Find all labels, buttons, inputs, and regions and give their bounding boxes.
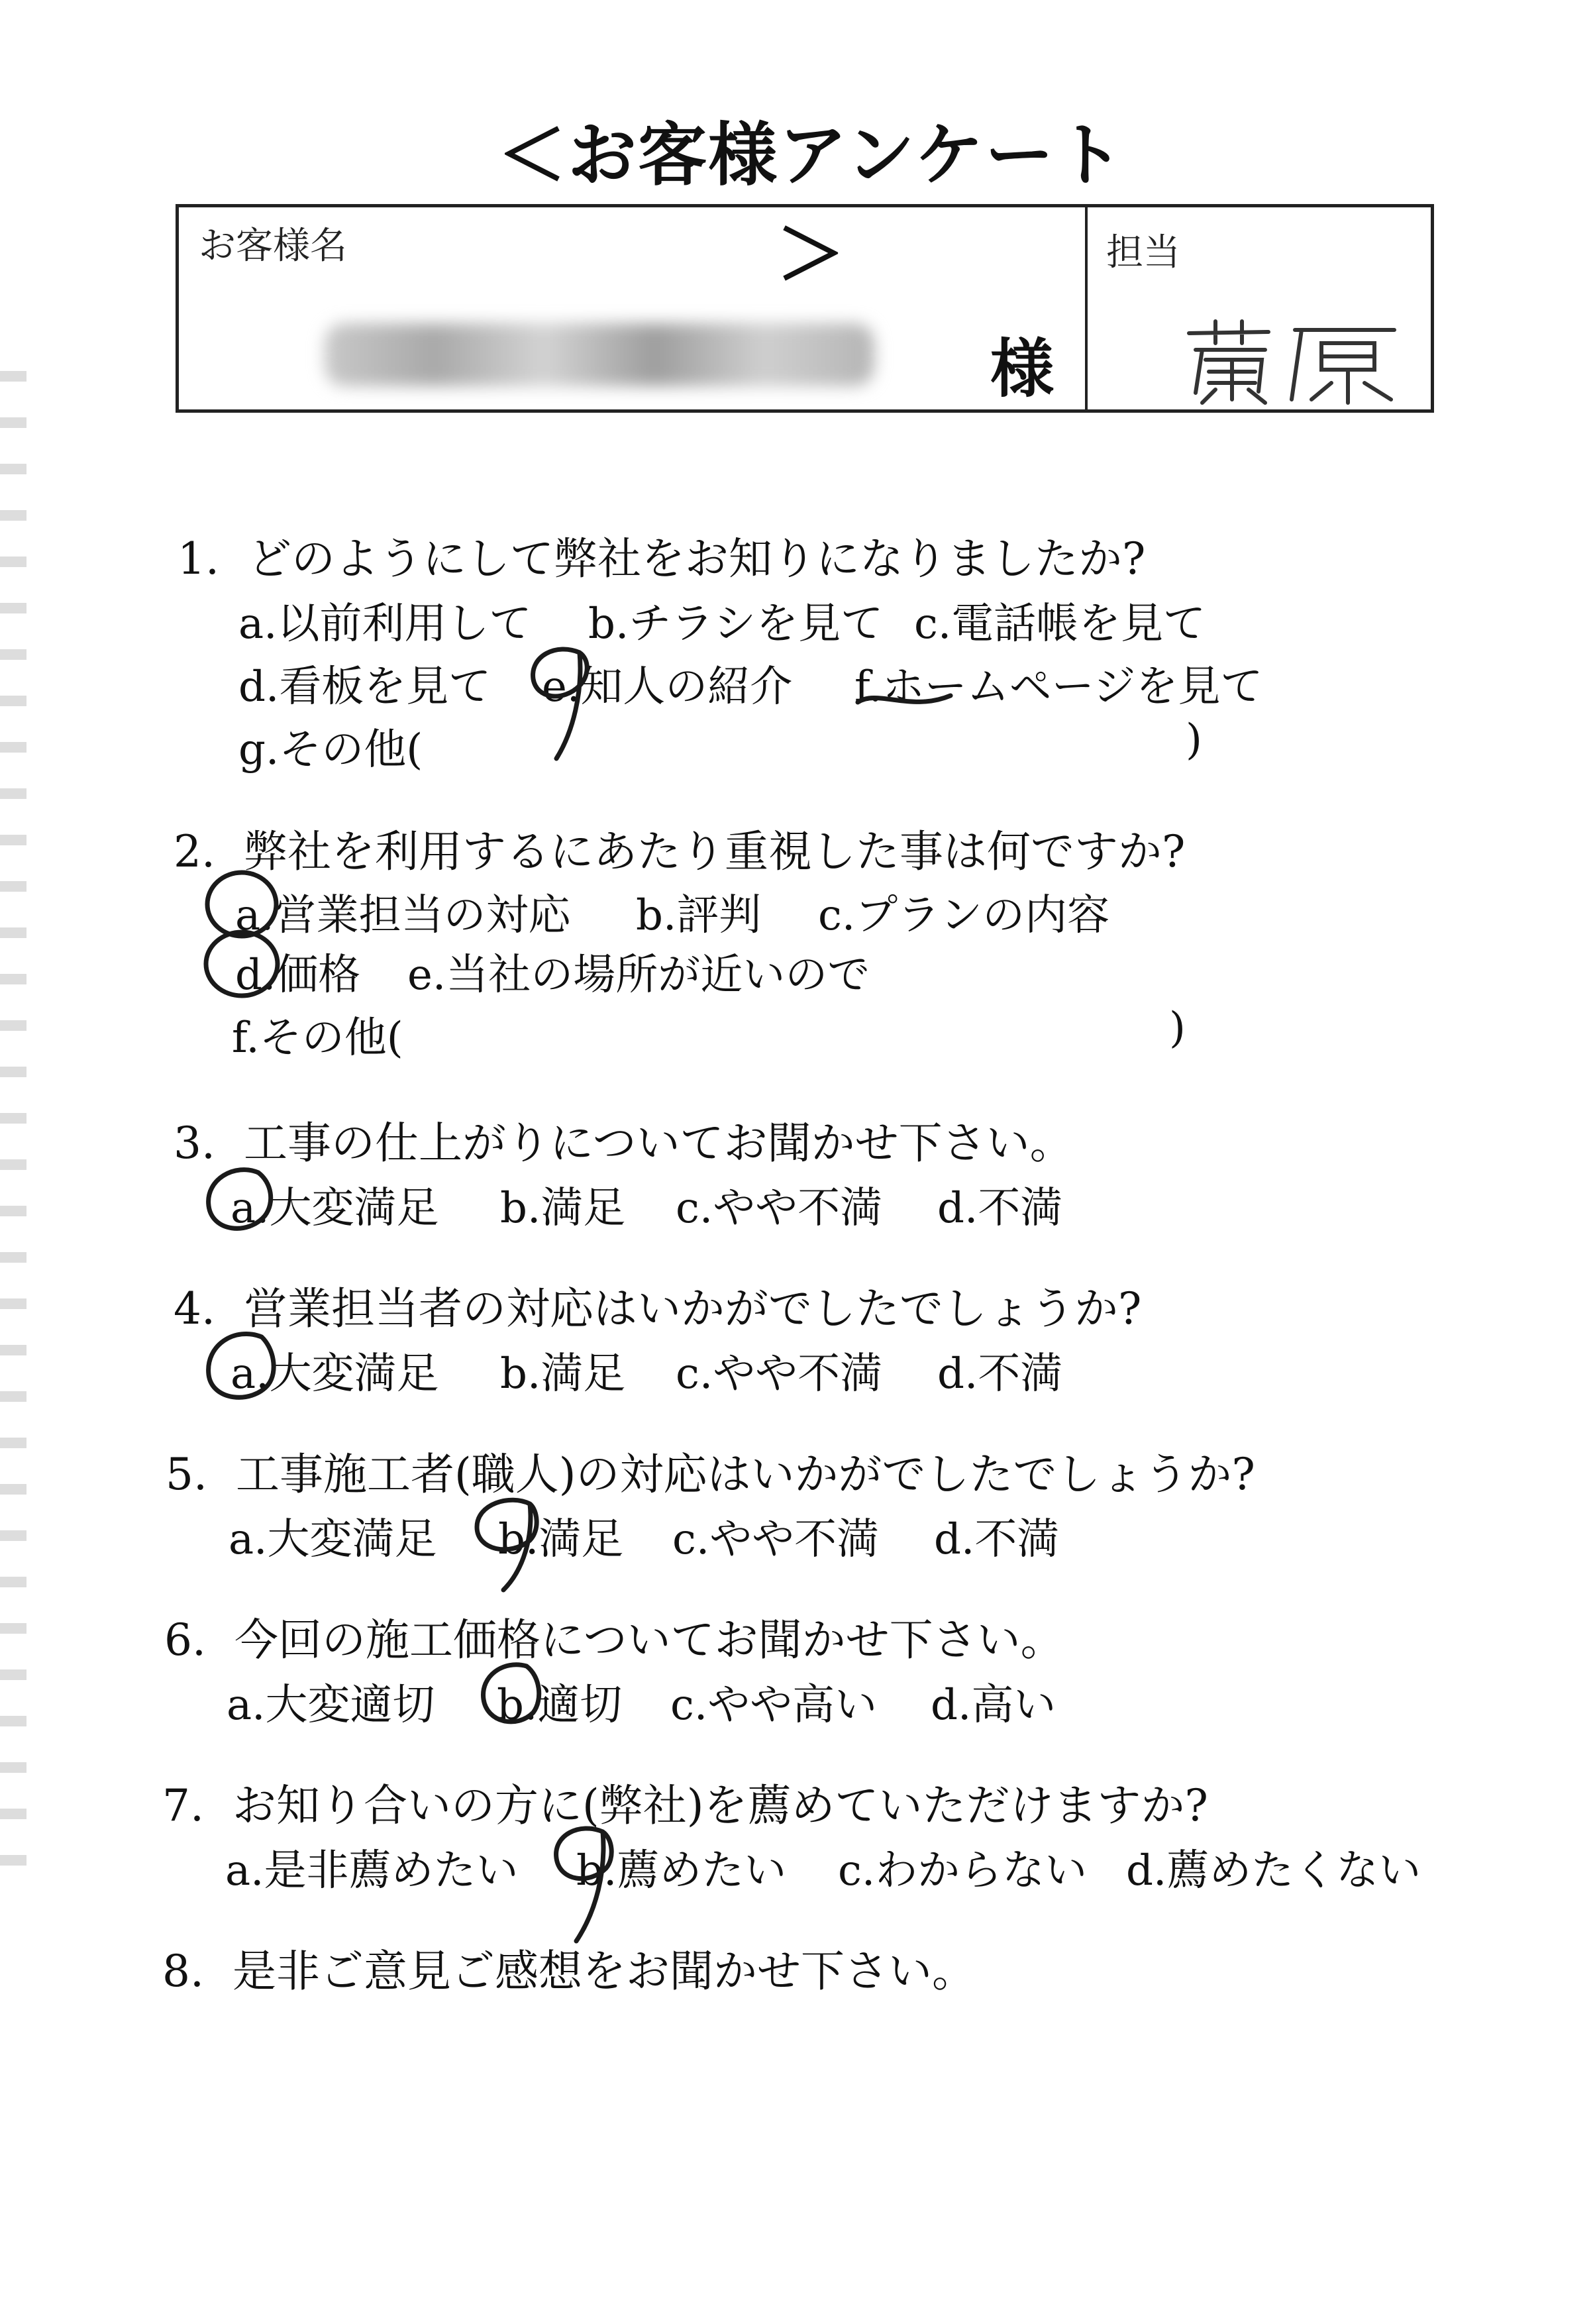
question-text: 是非ご意見ご感想をお聞かせ下さい。 — [232, 1946, 976, 1997]
question-6 — [164, 1605, 1064, 1667]
q7-option-b[interactable]: b.薦めたい — [576, 1846, 787, 1895]
customer-info-box — [176, 204, 1434, 413]
q6-b-circle-mark — [464, 1656, 556, 1742]
question-text: お知り合いの方に(弊社)を薦めていただけますか? — [232, 1780, 1208, 1831]
question-text: 弊社を利用するにあたり重視した事は何ですか? — [243, 826, 1186, 877]
question-number: 1. — [178, 533, 219, 584]
q2-option-d[interactable]: d.価格 — [235, 951, 361, 1000]
staff-name-handwriting — [1176, 313, 1408, 406]
q1-option-d[interactable]: d.看板を見て — [238, 662, 491, 712]
q4-option-a[interactable]: a.大変満足 — [231, 1349, 439, 1399]
q5-option-c[interactable]: c.やや不満 — [672, 1515, 880, 1564]
q1-option-g[interactable]: g.その他( — [238, 725, 423, 774]
q7-option-c[interactable]: c.わからない — [838, 1846, 1088, 1895]
q5-option-a[interactable]: a.大変満足 — [229, 1515, 437, 1564]
q7-option-a[interactable]: a.是非薦めたい — [225, 1846, 519, 1895]
q5-option-b[interactable]: b.満足 — [498, 1515, 624, 1564]
q2-option-e[interactable]: e.当社の場所が近いので — [407, 951, 870, 1000]
question-text: 今回の施工価格についてお聞かせ下さい。 — [234, 1614, 1064, 1665]
q4-a-circle-mark — [195, 1325, 295, 1418]
q7-b-circle-mark — [537, 1819, 636, 1951]
q3-option-a[interactable]: a.大変満足 — [231, 1184, 439, 1233]
q7-option-d[interactable]: d.薦めたくない — [1126, 1846, 1421, 1895]
q6-option-a[interactable]: a.大変適切 — [227, 1681, 435, 1730]
q4-option-c[interactable]: c.やや不満 — [676, 1349, 883, 1399]
q1-e-circle-mark — [517, 639, 616, 772]
question-2 — [174, 816, 1185, 879]
q2-option-f[interactable]: f.その他( — [232, 1014, 403, 1063]
q3-a-circle-mark — [195, 1159, 295, 1245]
info-divider — [1085, 207, 1088, 409]
question-4 — [174, 1273, 1141, 1336]
q5-b-circle-mark — [457, 1491, 556, 1597]
q2-d-circle-mark — [199, 924, 285, 1004]
question-1 — [178, 523, 1145, 586]
question-text: 営業担当者の対応はいかがでしたでしょうか? — [243, 1283, 1142, 1334]
question-number: 7. — [162, 1780, 204, 1831]
page-title: ＜お客様アンケート＞ — [497, 115, 1125, 295]
customer-name-label: お客様名 — [199, 225, 347, 268]
margin-bleed-through — [0, 344, 26, 1868]
q6-option-c[interactable]: c.やや高い — [670, 1681, 878, 1730]
q2-option-a[interactable]: a.営業担当の対応 — [235, 891, 571, 940]
question-number: 8. — [162, 1946, 204, 1997]
question-number: 5. — [166, 1449, 207, 1500]
q1-option-e[interactable]: e.知人の紹介 — [542, 662, 793, 712]
question-number: 6. — [164, 1614, 206, 1665]
q1-f-underline-mark — [851, 682, 957, 715]
q1-option-c[interactable]: c.電話帳を見て — [914, 600, 1206, 649]
q1-option-g-close: ) — [1186, 715, 1202, 765]
q3-option-d[interactable]: d.不満 — [937, 1184, 1063, 1233]
question-number: 3. — [174, 1118, 215, 1169]
q1-option-b[interactable]: b.チラシを見て — [588, 600, 884, 649]
q4-option-d[interactable]: d.不満 — [937, 1349, 1063, 1399]
question-5 — [166, 1439, 1255, 1502]
question-text: どのようにして弊社をお知りになりましたか? — [247, 533, 1146, 584]
q2-option-c[interactable]: c.プランの内容 — [818, 891, 1110, 940]
question-number: 4. — [174, 1283, 215, 1334]
customer-name-suffix: 様 — [990, 332, 1054, 406]
question-number: 2. — [174, 826, 215, 877]
blurred-customer-name — [325, 323, 874, 386]
staff-label: 担当 — [1106, 231, 1180, 274]
question-7 — [162, 1770, 1208, 1833]
q3-option-b[interactable]: b.満足 — [500, 1184, 626, 1233]
q2-option-f-close: ) — [1169, 1004, 1186, 1053]
q1-option-f[interactable]: f.ホームページを見て — [854, 662, 1263, 712]
q1-option-a[interactable]: a.以前利用して — [238, 600, 532, 649]
q6-option-d[interactable]: d.高い — [931, 1681, 1056, 1730]
q6-option-b[interactable]: b.適切 — [497, 1681, 623, 1730]
q4-option-b[interactable]: b.満足 — [500, 1349, 626, 1399]
question-3 — [174, 1108, 1074, 1171]
q2-option-b[interactable]: b.評判 — [636, 891, 762, 940]
q5-option-d[interactable]: d.不満 — [934, 1515, 1060, 1564]
q3-option-c[interactable]: c.やや不満 — [676, 1184, 883, 1233]
question-text: 工事施工者(職人)の対応はいかがでしたでしょうか? — [235, 1449, 1255, 1500]
question-text: 工事の仕上がりについてお聞かせ下さい。 — [243, 1118, 1074, 1169]
